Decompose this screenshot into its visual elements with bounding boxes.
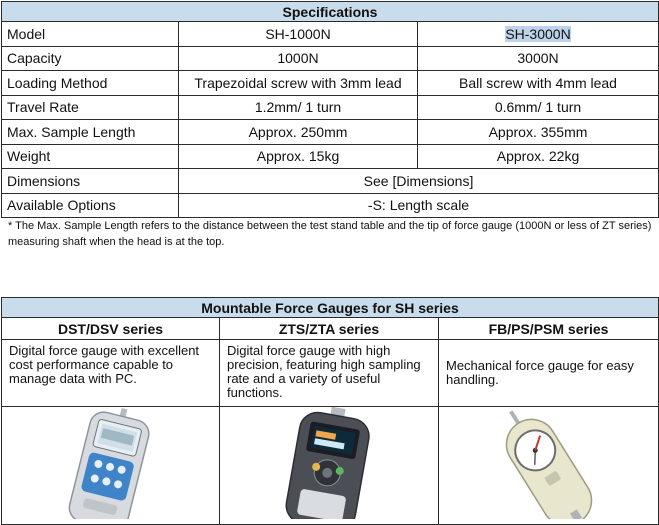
spec-row-travel-rate — [2, 95, 659, 120]
zts-digital-force-gauge-image — [274, 407, 384, 519]
spec-value: 3000N — [418, 46, 659, 71]
spec-label: Model — [2, 22, 179, 47]
spec-label: Max. Sample Length — [2, 120, 179, 145]
gauge-image-cell — [439, 407, 659, 525]
gauge-description: Digital force gauge with high precision, featuring high sampling rate and a variety of useful functions. — [220, 340, 439, 407]
spec-label: Loading Method — [2, 71, 179, 96]
spec-row-max-sample-length — [2, 120, 659, 145]
spec-value: Ball screw with 4mm lead — [418, 71, 659, 96]
spec-row-model — [2, 22, 659, 47]
gauge-series-heading: FB/PS/PSM series — [439, 318, 659, 340]
spec-label: Dimensions — [2, 169, 179, 194]
specifications-title: Specifications — [2, 2, 659, 22]
gauge-description: Digital force gauge with excellent cost performance capable to manage data with PC. — [2, 340, 220, 407]
spec-row-loading-method — [2, 71, 659, 96]
specifications-table — [1, 1, 659, 218]
spec-value: Approx. 250mm — [179, 120, 418, 145]
gauge-series-heading: ZTS/ZTA series — [220, 318, 439, 340]
spec-value: Trapezoidal screw with 3mm lead — [179, 71, 418, 96]
mechanical-force-gauge-image — [474, 407, 624, 519]
force-gauges-title: Mountable Force Gauges for SH series — [2, 298, 659, 318]
spec-value: See [Dimensions] — [179, 169, 659, 194]
spec-row-dimensions — [2, 169, 659, 194]
gauge-image-cell — [220, 407, 439, 525]
gauge-image-cell — [2, 407, 220, 525]
spec-label: Travel Rate — [2, 95, 179, 120]
spec-label: Weight — [2, 144, 179, 169]
spec-value: 0.6mm/ 1 turn — [418, 95, 659, 120]
dst-digital-force-gauge-image — [46, 407, 176, 519]
spec-label: Available Options — [2, 193, 179, 218]
spec-value: 1.2mm/ 1 turn — [179, 95, 418, 120]
force-gauges-table — [1, 297, 659, 525]
gauge-description: Mechanical force gauge for easy handling. — [439, 340, 659, 407]
spec-value: Approx. 15kg — [179, 144, 418, 169]
spec-value: Approx. 22kg — [418, 144, 659, 169]
spec-row-capacity — [2, 46, 659, 71]
spec-value: Approx. 355mm — [418, 120, 659, 145]
selected-model-text[interactable]: SH-3000N — [505, 25, 571, 42]
spec-value: 1000N — [179, 46, 418, 71]
gauge-series-heading: DST/DSV series — [2, 318, 220, 340]
spec-value: SH-1000N — [179, 22, 418, 47]
spec-value: -S: Length scale — [179, 193, 659, 218]
spec-row-available-options — [2, 193, 659, 218]
footnote: * The Max. Sample Length refers to the distance between the test stand table and the tip of force gauge (1000N or less of ZT series) measuring shaft when the head is at the top. — [8, 220, 652, 248]
spec-label: Capacity — [2, 46, 179, 71]
spec-row-weight — [2, 144, 659, 169]
